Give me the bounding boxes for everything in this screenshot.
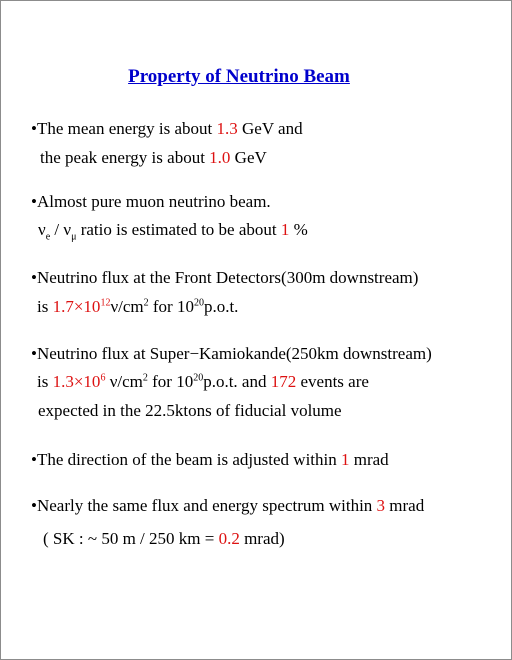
flux-unit: ν/cm xyxy=(105,372,143,391)
pot-text: p.o.t. and xyxy=(203,372,271,391)
event-count: 172 xyxy=(270,372,297,391)
events-text: events are xyxy=(296,372,369,391)
pot-exponent: 20 xyxy=(193,372,204,384)
bullet-marker: • xyxy=(31,496,37,515)
bullet-4-line-3 xyxy=(38,401,342,421)
bullet-marker: • xyxy=(31,192,37,211)
is-text: is xyxy=(37,372,53,391)
fiducial-text: expected in the 22.5ktons of fiducial volume xyxy=(38,401,342,420)
spectrum-unit: mrad xyxy=(385,496,425,515)
muon-beam-text: Almost pure muon neutrino beam. xyxy=(36,192,271,211)
sk-flux-value: 1.3×10 xyxy=(52,372,101,391)
bullet-1-line-2 xyxy=(40,148,267,168)
pot-text: p.o.t. xyxy=(203,297,239,316)
for-text: for 10 xyxy=(148,297,194,316)
bullet-marker: • xyxy=(31,119,37,138)
peak-energy-value: 1.0 xyxy=(209,148,231,167)
sk-flux-text: Neutrino flux at Super−Kamiokande(250km downstream) xyxy=(36,344,432,363)
mean-energy-text: The mean energy is about xyxy=(36,119,217,138)
flux-unit-exponent: 2 xyxy=(142,372,148,384)
flux-unit-exponent: 2 xyxy=(143,297,149,309)
sk-flux-exponent: 6 xyxy=(100,372,106,384)
sk-angle-unit: mrad) xyxy=(239,529,285,548)
nu-e-subscript: e xyxy=(45,231,51,243)
ratio-value: 1 xyxy=(280,220,290,239)
bullet-marker: • xyxy=(31,450,37,469)
bullet-6-line-1 xyxy=(31,496,424,516)
front-flux-value: 1.7×10 xyxy=(52,297,101,316)
peak-energy-unit: GeV xyxy=(230,148,267,167)
slide-title: Property of Neutrino Beam xyxy=(128,66,350,87)
for-text: for 10 xyxy=(147,372,194,391)
bullet-1-line-1 xyxy=(31,119,303,139)
mean-energy-unit: GeV and xyxy=(237,119,303,138)
spectrum-text: Nearly the same flux and energy spectrum within xyxy=(36,496,377,515)
front-flux-exponent: 12 xyxy=(100,297,111,309)
bullet-3-line-1 xyxy=(31,268,418,288)
pot-exponent: 20 xyxy=(193,297,204,309)
sk-angle-value: 0.2 xyxy=(218,529,240,548)
front-detector-text: Neutrino flux at the Front Detectors(300m downstream) xyxy=(36,268,419,287)
nu-mu-symbol: ν xyxy=(63,220,72,239)
peak-energy-text: the peak energy is about xyxy=(40,148,210,167)
ratio-percent: % xyxy=(289,220,308,239)
nu-e-symbol: ν xyxy=(38,220,46,239)
bullet-marker: • xyxy=(31,268,37,287)
spectrum-value: 3 xyxy=(376,496,386,515)
direction-unit: mrad xyxy=(349,450,389,469)
bullet-3-line-2 xyxy=(37,297,238,317)
ratio-slash: / xyxy=(50,220,64,239)
bullet-2-line-1 xyxy=(31,192,271,212)
bullet-5-line-1 xyxy=(31,450,389,470)
direction-value: 1 xyxy=(341,450,350,469)
bullet-4-line-2 xyxy=(37,372,369,392)
mean-energy-value: 1.3 xyxy=(216,119,238,138)
ratio-text: ratio is estimated to be about xyxy=(76,220,281,239)
sk-angle-text: ( SK : ~ 50 m / 250 km = xyxy=(43,529,219,548)
bullet-2-line-2 xyxy=(38,220,308,243)
bullet-4-line-1 xyxy=(31,344,432,364)
flux-unit: ν/cm xyxy=(110,297,144,316)
is-text: is xyxy=(37,297,53,316)
bullet-marker: • xyxy=(31,344,37,363)
bullet-6-line-2 xyxy=(43,529,285,549)
direction-text: The direction of the beam is adjusted within xyxy=(36,450,341,469)
nu-mu-subscript: μ xyxy=(71,231,77,243)
